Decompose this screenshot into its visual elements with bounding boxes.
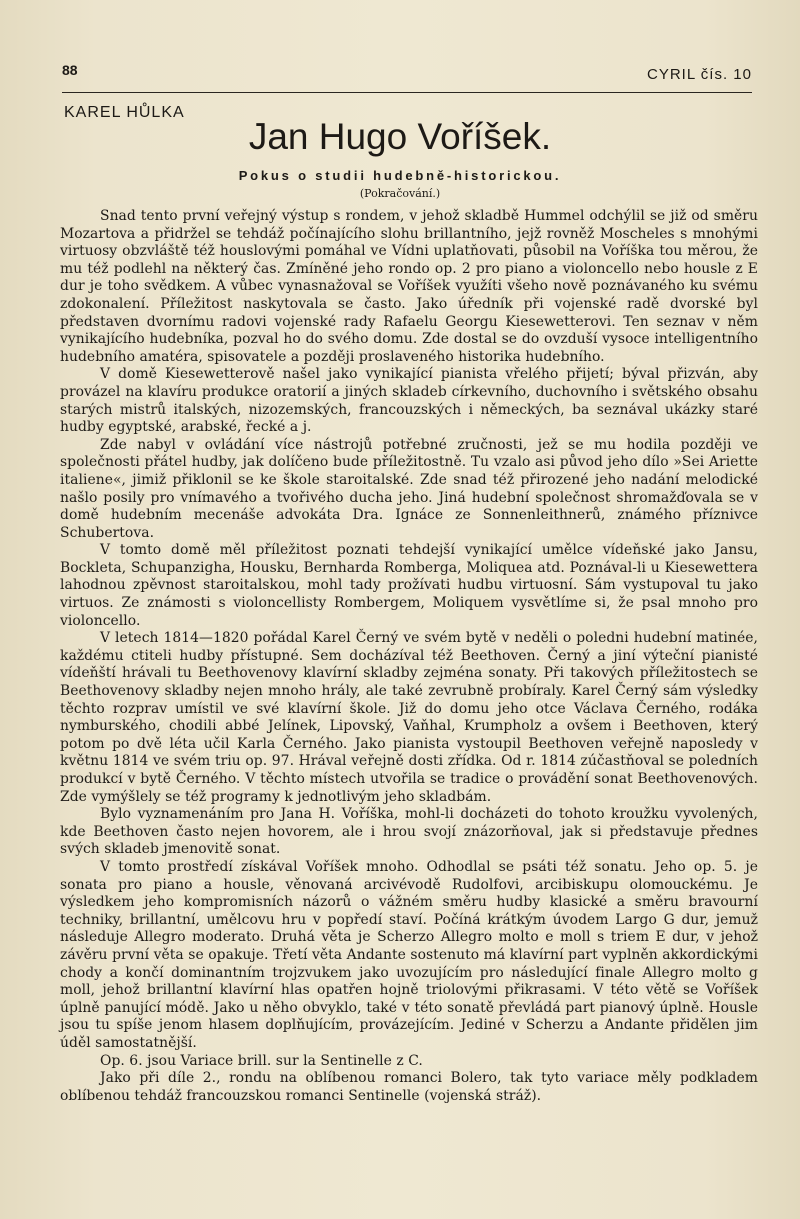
paragraph: V domě Kiesewetterově našel jako vynikající pianista vřelého přijetí; býval přizván, aby provázel na klavíru produkce oratorií a jiných skladeb církevního, duchovního i světského obsahu starých mistrů italských, nizozemských, francouzských i německých, ba seznával ukázky staré hudby egyptské, arabské, řecké a j. [60,366,758,436]
paragraph: Zde nabyl v ovládání více nástrojů potřebné zručnosti, jež se mu hodila později ve společnosti přátel hudby, jak dolíčeno bude příležitostně. Tu vzalo asi původ jeho dílo »Sei Ariette italiene«, jimiž přiklonil se ke škole staroitalské. Zde snad též přirozené jeho nadání melodické našlo posily pro vnímavého a tvořivého ducha jeho. Jiná hudební společnost shromažďovala se v domě hudebním mecenáše advokáta Dra. Ignáce ze Sonnenleithnerů, známého příznivce Schubertova. [60,436,758,541]
continuation-note: (Pokračování.) [359,187,441,200]
paragraph: V tomto prostředí získával Voříšek mnoho. Odhodlal se psáti též sonatu. Jeho op. 5. je sonata pro piano a housle, věnovaná arcivévodě Rudolfovi, arcibiskupu olomouckému. Je výsledkem jeho kompromisních názorů o vážném směru hudby klasické a směru bravourní techniky, brillantní, umělcovu hru v popředí staví. Počíná krátkým úvodem Largo G dur, jemuž následuje Allegro moderato. Druhá věta je Scherzo Allegro molto e moll s triem E dur, v jehož závěru první věta se opakuje. Třetí věta Andante sostenuto má klavírní part vyplněn akkordickými chody a končí dominantním trojzvukem jako uvozujícím pro následující finale Allegro molto g moll, jehož brillantní klavírní hlas opatřen hojně triolovými přikrasami. V této větě se Voříšek úplně panující módě. Jako u něho obvyklo, také v této sonatě převládá part pianový úplně. Housle jsou tu spíše jenom hlasem doplňujícím, provázejícím. Jediné v Scherzu a Andante přidělen jim úděl samostatnější. [60,858,758,1051]
paragraph: V letech 1814—1820 pořádal Karel Černý ve svém bytě v neděli o poledni hudební matinée, každému ctiteli hudby přístupné. Sem docházíval též Beethoven. Černý a jiní výteční pianisté vídeňští hrávali tu Beethovenovy klavírní skladby zejména sonaty. Při takových příležitostech se Beethovenovy skladby nejen mnoho hrály, ale také zevrubně probíraly. Karel Černý sám výsledky těchto rozprav umístil ve své klavírní škole. Již do domu jeho otce Václava Černého, rodáka nymburského, chodili abbé Jelínek, Lipovský, Vaňhal, Krumpholz a ovšem i Beethoven, který potom po dvě léta učil Karla Černého. Jako pianista vystoupil Beethoven veřejně naposledy v květnu 1814 ve svém triu op. 97. Hrával veřejně dosti zřídka. Od r. 1814 zúčastňoval se poledních produkcí v bytě Černého. V těchto místech utvořila se tradice o provádění sonat Beethovenových. Zde vymýšlely se též programy k jednotlivým jeho skladbám. [60,630,758,805]
article-author: KAREL HŮLKA [64,104,185,121]
article-body [60,208,758,1105]
running-title: CYRIL čís. 10 [647,66,752,83]
paragraph: Op. 6. jsou Variace brill. sur la Sentinelle z C. [100,1052,423,1069]
paragraph: Bylo vyznamenáním pro Jana H. Voříška, mohl-li docházeti do tohoto kroužku vyvolených, kde Beethoven často nejen hovorem, ale i hrou svojí znázorňoval, jak si představuje přednes svých skladeb jmenovitě sonat. [60,806,758,858]
page-header [62,60,752,93]
paragraph: V tomto domě měl příležitost poznati tehdejší vynikající umělce vídeňské jako Jansu, Bockleta, Schupanzigha, Housku, Bernharda Romberga, Moliquea atd. Poznával-li u Kiesewettera lahodnou zpěvnost staroitalskou, mohl tady prožívati hudbu virtuosní. Sám vystupoval tu jako virtuos. Ze známosti s violoncellisty Rombergem, Moliquem vysvětlíme si, že psal mnoho pro violoncello. [60,542,758,629]
article-title: Jan Hugo Voříšek. [248,116,552,157]
article-subtitle: Pokus o studii hudebně-historickou. [238,168,562,183]
paragraph: Snad tento první veřejný výstup s rondem, v jehož skladbě Hummel odchýlil se již od směru Mozartova a přidržel se tehdáž počínajícího slohu brillantního, jejž rovněž Moscheles s mnohými virtuosy obzvláště též houslovými pomáhal ve Vídni uplatňovati, působil na Voříška tou měrou, že mu též podlehl na některý čas. Zmíněné jeho rondo op. 2 pro piano a violoncello nebo housle z E dur je toho svědkem. A vůbec vynasnažoval se Voříšek využíti všeho nově poznávaného ku svému zdokonalení. Příležitost naskytovala se často. Jako úředník při vojenské radě dvorské byl představen dvornímu radovi vojenské rady Rafaelu Georgu Kiesewetterovi. Ten seznav v něm vynikajícího hudebníka, pozval ho do svého domu. Zde dostal se do ovzduší vysoce intelligentního hudebního amatéra, spisovatele a později proslaveného historika hudebního. [60,208,758,365]
paragraph: Jako při díle 2., rondu na oblíbenou romanci Bolero, tak tyto variace měly podkladem oblíbenou tehdáž francouzskou romanci Sentinelle (vojenská stráž). [60,1070,758,1104]
page-number: 88 [62,62,78,78]
